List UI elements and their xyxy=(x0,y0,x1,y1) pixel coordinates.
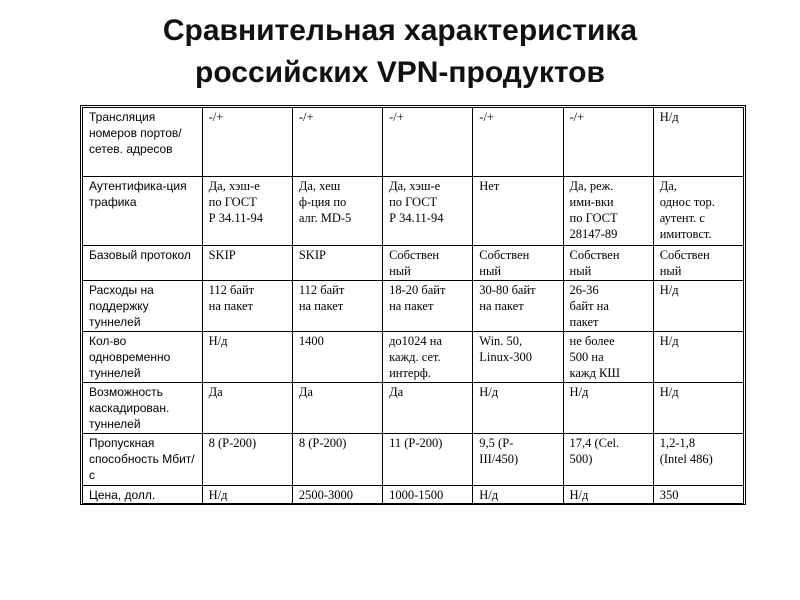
row-label: Трансляция номеров портов/сетев. адресов xyxy=(83,108,203,177)
table-cell: Да xyxy=(292,383,382,434)
row-label: Пропускная способность Мбит/с xyxy=(83,434,203,486)
table-cell: Да, хэш-е по ГОСТ Р 34.11-94 xyxy=(202,177,292,246)
table-cell: Н/д xyxy=(653,332,743,383)
table-cell: Н/д xyxy=(563,486,653,504)
table-cell: -/+ xyxy=(473,108,563,177)
table-cell: Да xyxy=(383,383,473,434)
table-row xyxy=(83,246,744,281)
table-row xyxy=(83,108,744,177)
comparison-table xyxy=(82,107,744,504)
table-row xyxy=(83,434,744,486)
table-row xyxy=(83,332,744,383)
row-label: Расходы на поддержку туннелей xyxy=(83,281,203,332)
table-cell: Н/д xyxy=(563,383,653,434)
table-cell: -/+ xyxy=(563,108,653,177)
table-cell: 8 (Р-200) xyxy=(292,434,382,486)
table-cell: не более 500 на кажд КШ xyxy=(563,332,653,383)
row-label: Базовый протокол xyxy=(83,246,203,281)
title-line-1: Сравнительная характеристика xyxy=(162,14,638,47)
table-cell: 1000-1500 xyxy=(383,486,473,504)
table-cell: SKIP xyxy=(292,246,382,281)
table-cell: 2500-3000 xyxy=(292,486,382,504)
table-cell: Н/д xyxy=(653,281,743,332)
table-cell: Да, хеш ф-ция по алг. MD-5 xyxy=(292,177,382,246)
table-cell: Собствен ный xyxy=(653,246,743,281)
table-cell: Н/д xyxy=(653,108,743,177)
table-cell: 1,2-1,8 (Intel 486) xyxy=(653,434,743,486)
table-cell: -/+ xyxy=(292,108,382,177)
table-cell: 112 байт на пакет xyxy=(292,281,382,332)
table-cell: до1024 на кажд. сет. интерф. xyxy=(383,332,473,383)
table-cell: 1400 xyxy=(292,332,382,383)
table-cell: Собствен ный xyxy=(383,246,473,281)
slide-title xyxy=(0,10,800,94)
table-row xyxy=(83,281,744,332)
table-cell: -/+ xyxy=(383,108,473,177)
table-row xyxy=(83,383,744,434)
table-cell: -/+ xyxy=(202,108,292,177)
table-cell: 11 (Р-200) xyxy=(383,434,473,486)
table-cell: Н/д xyxy=(473,486,563,504)
table-cell: Да, реж. ими-вки по ГОСТ 28147-89 xyxy=(563,177,653,246)
table-cell: 17,4 (Cel. 500) xyxy=(563,434,653,486)
table-cell: Н/д xyxy=(653,383,743,434)
table-cell: Н/д xyxy=(202,332,292,383)
table-cell: Н/д xyxy=(473,383,563,434)
row-label: Цена, долл. xyxy=(83,486,203,504)
title-line-2: российских VPN-продуктов xyxy=(195,56,605,89)
table-cell: 112 байт на пакет xyxy=(202,281,292,332)
row-label: Кол-во одновременно туннелей xyxy=(83,332,203,383)
table-cell: Да, однос тор. аутент. с имитовст. xyxy=(653,177,743,246)
table-cell: Собствен ный xyxy=(563,246,653,281)
table-cell: 9,5 (Р- III/450) xyxy=(473,434,563,486)
table-cell: 30-80 байт на пакет xyxy=(473,281,563,332)
table-cell: Нет xyxy=(473,177,563,246)
table-cell: 18-20 байт на пакет xyxy=(383,281,473,332)
row-label: Возможность каскадирован. туннелей xyxy=(83,383,203,434)
table-cell: Собствен ный xyxy=(473,246,563,281)
table-cell: Да, хэш-е по ГОСТ Р 34.11-94 xyxy=(383,177,473,246)
table-cell: Win. 50, Linux-300 xyxy=(473,332,563,383)
table-row xyxy=(83,486,744,504)
table-cell: 350 xyxy=(653,486,743,504)
table-cell: 8 (Р-200) xyxy=(202,434,292,486)
table-cell: SKIP xyxy=(202,246,292,281)
table-row xyxy=(83,177,744,246)
table-cell: Да xyxy=(202,383,292,434)
table-cell: 26-36 байт на пакет xyxy=(563,281,653,332)
table-cell: Н/д xyxy=(202,486,292,504)
row-label: Аутентифика-ция трафика xyxy=(83,177,203,246)
